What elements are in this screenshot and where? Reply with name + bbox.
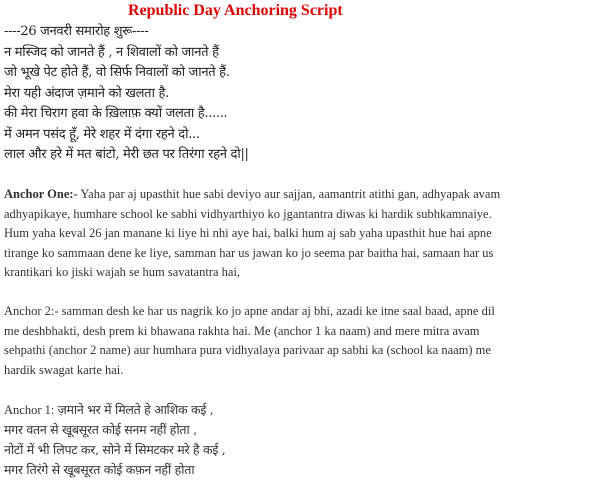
paragraph-line [4,400,600,420]
paragraph-text: Yaha par aj upasthit hue sabi deviyo aur sajjan, aamantrit atithi gan, adhyapak avam [77,187,501,201]
paragraph-line: adhyapikaye, humhare school ke sabhi vidhyarthiyo ko jgantantra diwas ki hardik subhkamnaiye. [4,206,492,221]
paragraph-line: hardik swagat karte hai. [4,362,124,377]
paragraph-line: sehpathi (anchor 2 name) aur humhara pura vidhyalaya parivaar ap sabhi ka (school ka naam) me [4,343,491,357]
poem-line: ----26 जनवरी समारोह शुरू---- [4,24,149,39]
poem-line: में अमन पसंद हूँ, मेरे शहर में दंगा रहने दो... [4,126,200,142]
poem-line: नोटों में भी लिपट कर, सोने में सिमटकर मरे है कई , [4,441,226,457]
paragraph-line: tirange ko sammaan dene ke liye, samman har us jawan ko jo seema par baitha hai, samaan har us [4,245,494,260]
anchor-two-label: Anchor 2:- [4,304,59,318]
anchor-1-label: Anchor 1: [4,402,58,417]
paragraph-line: me deshbhakti, desh prem ki bhawana rakhta hai. Me (anchor 1 ka naam) and mere mitra avam [4,323,480,338]
poem-line: मगर तिरंगे से खूबसूरत कोई कफ़न नहीं होता [4,461,195,477]
poem-line: मगर वतन से खूबसूरत कोई सनम नहीं होता , [4,421,197,437]
anchor-two-paragraph [4,302,600,380]
paragraph-line [4,302,600,322]
poem-line: ज़माने भर में मिलते हे आशिक कई , [57,401,214,417]
poem-line: की मेरा चिराग हवा के ख़िलाफ़ क्यों जलता है...... [4,106,228,121]
poem-line: मेरा यही अंदाज ज़माने को खलता है. [4,85,169,101]
poem-line: जो भूखे पेट होते हैं, वो सिर्फ निवालों को जानते हैं. [4,65,230,80]
anchor-1-poem [4,400,600,480]
paragraph-line: Hum yaha keval 26 jan manane ki liye hi nhi aye hai, balki hum aj sab yaha upasthit hue hai apne [4,226,492,240]
paragraph-line [4,185,600,205]
spacer [4,283,600,303]
paragraph-line: krantikari ko jiski wajah se hum savatantra hai, [4,265,241,279]
anchor-one-label: Anchor One:- [4,187,78,201]
spacer [4,166,600,186]
poem-line: लाल और हरे में मत बांटो, मेरी छत पर तिरंगा रहने दो|| [4,147,249,162]
poem-line: न मस्जिद को जानते हैं , न शिवालों को जानते हैं [4,44,219,60]
opening-poem [4,22,600,166]
page-title: Republic Day Anchoring Script [128,2,343,19]
spacer [4,380,600,400]
anchor-one-paragraph [4,185,600,283]
paragraph-text: samman desh ke har us nagrik ko jo apne andar aj bhi, azadi ke itne saal baad, apne dil [58,304,495,318]
